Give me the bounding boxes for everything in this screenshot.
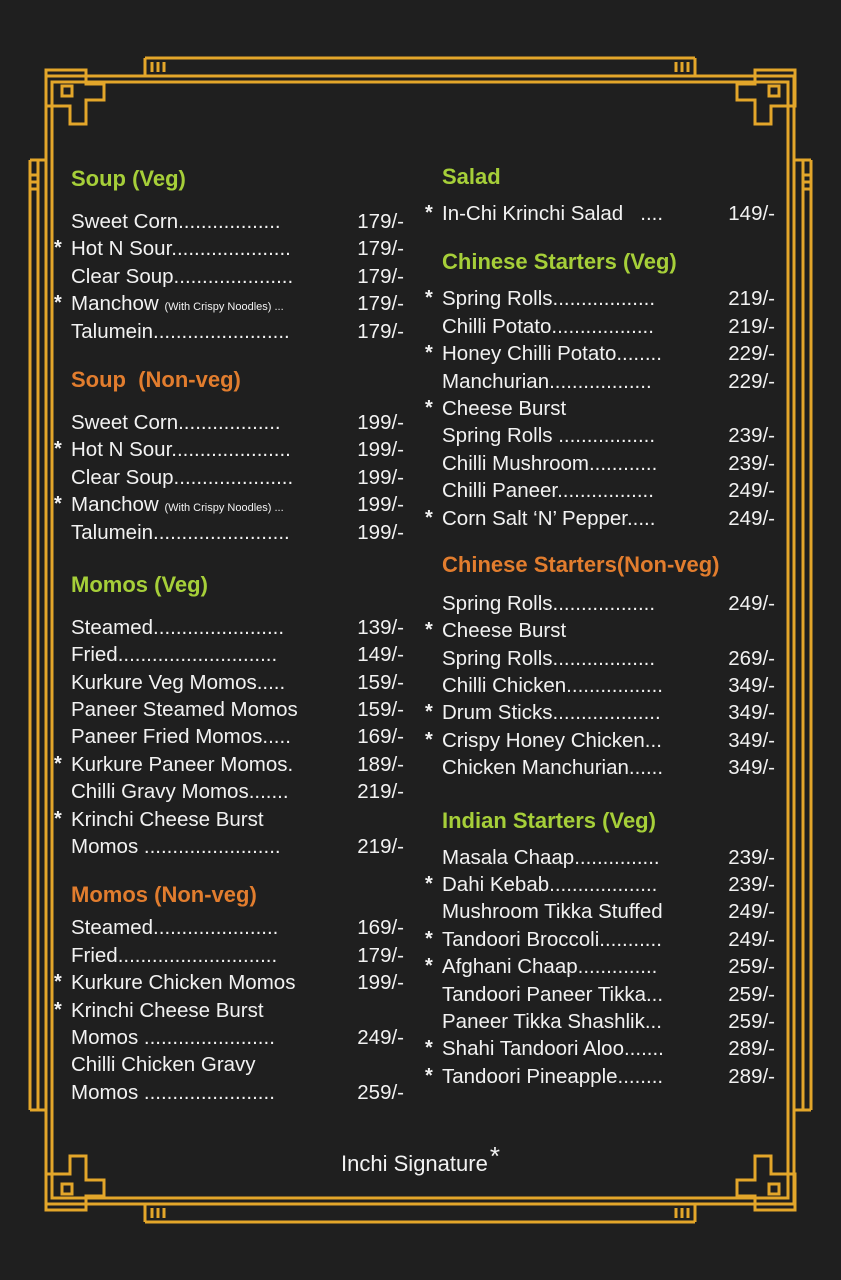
section-title-salad: Salad bbox=[442, 164, 501, 189]
section-title-momos-veg: Momos (Veg) bbox=[71, 571, 208, 597]
menu-item: * Afghani Chaap.............. 259/- bbox=[425, 955, 775, 979]
menu-item: Talumein........................ 199/- bbox=[71, 520, 404, 544]
section-title-indian-veg: Indian Starters (Veg) bbox=[442, 807, 656, 833]
menu-item: Clear Soup..................... 199/- bbox=[71, 465, 404, 489]
menu-item: Spring Rolls.................. 269/- bbox=[442, 646, 775, 670]
menu-item: * Kurkure Chicken Momos 199/- bbox=[54, 971, 404, 995]
menu-item: Sweet Corn.................. 199/- bbox=[71, 410, 404, 434]
menu-item: Sweet Corn.................. 179/- bbox=[71, 210, 404, 233]
menu-item: Chicken Manchurian...... 349/- bbox=[442, 756, 775, 780]
menu-item: * Kurkure Paneer Momos. 189/- bbox=[54, 752, 404, 776]
menu-item: Fried............................ 179/- bbox=[71, 943, 404, 967]
menu-item: Paneer Fried Momos..... 169/- bbox=[71, 725, 404, 749]
menu-item: Fried............................ 149/- bbox=[71, 643, 404, 667]
menu-item: Paneer Steamed Momos 159/- bbox=[71, 698, 404, 722]
menu-item: Chilli Gravy Momos....... 219/- bbox=[71, 780, 404, 804]
menu-item: * Manchow (With Crispy Noodles) ... 179/- bbox=[54, 292, 404, 316]
section-title-chinese-nonveg: Chinese Starters(Non-veg) bbox=[442, 551, 720, 577]
section-title-soup-nonveg: Soup (Non-veg) bbox=[71, 366, 241, 392]
menu-item: Mushroom Tikka Stuffed 249/- bbox=[442, 900, 775, 924]
legend-text: Inchi Signature bbox=[341, 1151, 488, 1176]
menu-item: Clear Soup..................... 179/- bbox=[71, 264, 404, 288]
section-title-chinese-veg: Chinese Starters (Veg) bbox=[442, 249, 677, 275]
menu-item: Tandoori Paneer Tikka... 259/- bbox=[442, 982, 775, 1006]
menu-item: * Cheese Burst bbox=[425, 396, 567, 420]
section-title-soup-veg: Soup (Veg) bbox=[71, 166, 186, 191]
menu-item: Talumein........................ 179/- bbox=[71, 319, 404, 343]
menu-item: * Spring Rolls.................. 219/- bbox=[425, 287, 775, 311]
menu-item: Momos ........................ 219/- bbox=[71, 835, 404, 859]
menu-item: Spring Rolls ................. 239/- bbox=[442, 424, 775, 448]
menu-item: * In-Chi Krinchi Salad .... 149/- bbox=[425, 202, 775, 225]
menu-item: Chilli Chicken Gravy bbox=[71, 1053, 256, 1077]
menu-item: Paneer Tikka Shashlik... 259/- bbox=[442, 1009, 775, 1033]
menu-item: Kurkure Veg Momos..... 159/- bbox=[71, 670, 404, 694]
menu-item: Chilli Paneer................. 249/- bbox=[442, 479, 775, 503]
menu-item: * Krinchi Cheese Burst bbox=[54, 998, 264, 1022]
menu-item: * Manchow (With Crispy Noodles) ... 199/- bbox=[54, 493, 404, 517]
right-column bbox=[425, 162, 775, 1090]
menu-item: Momos ....................... 249/- bbox=[71, 1025, 404, 1049]
menu-item: * Corn Salt ‘N’ Pepper..... 249/- bbox=[425, 506, 775, 530]
menu-item: * Drum Sticks................... 349/- bbox=[425, 701, 775, 725]
legend-star: * bbox=[489, 1141, 500, 1171]
menu-item: Momos ....................... 259/- bbox=[71, 1080, 404, 1104]
menu-item: Steamed...................... 169/- bbox=[71, 916, 404, 940]
menu-item: Chilli Mushroom............ 239/- bbox=[442, 451, 775, 475]
menu-item: * Cheese Burst bbox=[425, 619, 567, 643]
menu-item: Chilli Potato.................. 219/- bbox=[442, 314, 775, 338]
menu-item: * Hot N Sour..................... 199/- bbox=[54, 438, 404, 462]
menu-item: * Tandoori Broccoli........... 249/- bbox=[425, 927, 775, 951]
section-title-momos-nonveg: Momos (Non-veg) bbox=[71, 882, 257, 908]
menu-item: * Shahi Tandoori Aloo....... 289/- bbox=[425, 1037, 775, 1061]
item-note: (With Crispy Noodles) ... bbox=[164, 502, 284, 515]
menu-item: * Crispy Honey Chicken... 349/- bbox=[425, 728, 775, 752]
menu-item: * Honey Chilli Potato........ 229/- bbox=[425, 342, 775, 366]
menu-item: Manchurian.................. 229/- bbox=[442, 369, 775, 393]
menu-item: Steamed....................... 139/- bbox=[71, 615, 404, 639]
menu-item: * Tandoori Pineapple........ 289/- bbox=[425, 1064, 775, 1088]
menu-item: * Dahi Kebab................... 239/- bbox=[425, 873, 775, 897]
menu-item: * Hot N Sour..................... 179/- bbox=[54, 237, 404, 261]
left-column bbox=[54, 164, 404, 1106]
signature-legend bbox=[0, 1141, 841, 1177]
item-note: (With Crispy Noodles) ... bbox=[164, 301, 284, 314]
menu-item: Chilli Chicken................. 349/- bbox=[442, 674, 775, 698]
menu-item: Masala Chaap............... 239/- bbox=[442, 845, 775, 869]
menu-item: * Krinchi Cheese Burst bbox=[54, 807, 264, 831]
menu-item: Spring Rolls.................. 249/- bbox=[442, 591, 775, 615]
